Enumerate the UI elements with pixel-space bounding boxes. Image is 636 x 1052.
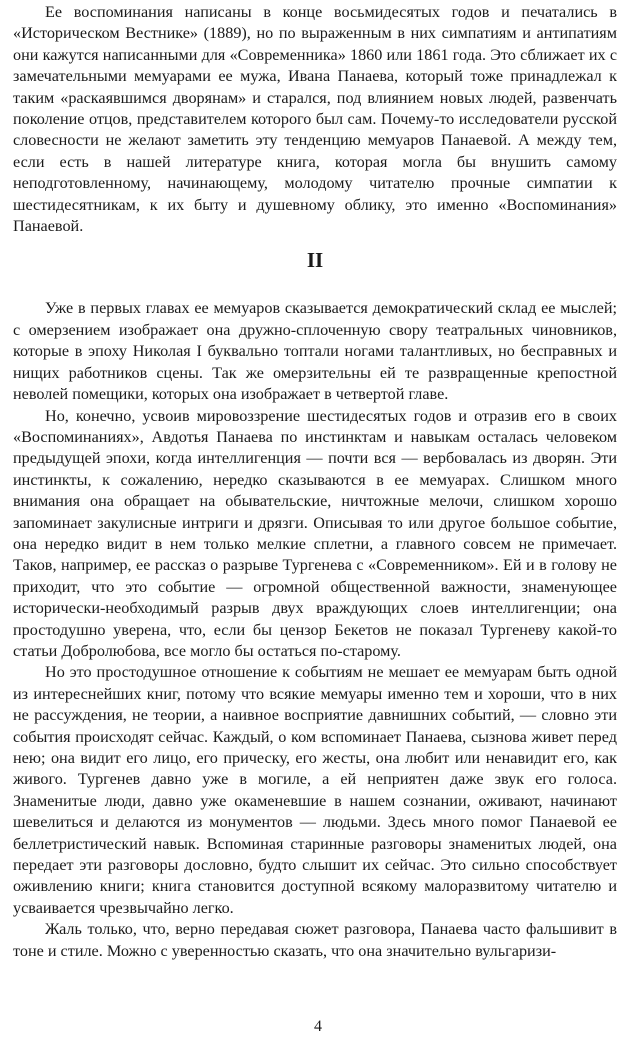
page-body — [13, 2, 617, 962]
section-spacer — [13, 273, 617, 298]
paragraph-instincts: Но, конечно, усвоив мировоззрение шестидесятых годов и отразив его в своих «Воспоминаниях», Авдотья Панаева по инстинктам и навыкам осталась человеком предыдущей эпохи, когда интеллигенция — почти вся — вербовалась из дворян. Эти инстинкты, к сожалению, нередко сказываются в ее мемуарах. Слишком много внимания она обращает на обывательские, ничтожные мелочи, слишком хорошо запоминает закулисные интриги и дрязги. Описывая то или другое большое событие, она нередко видит в нем только мелкие сплетни, а главного совсем не примечает. Таков, например, ее рассказ о разрыве Тургенева с «Современником». Ей и в голову не приходит, что это событие — огромной общественной важности, знаменующее исторически-необходимый разрыв двух враждующих слоев интеллигенции; она простодушно уверена, что, если бы цензор Бекетов не показал Тургеневу какой-то статьи Добролюбова, все могло бы остаться по-старому. — [13, 406, 617, 660]
paragraph-naive-perception: Но это простодушное отношение к событиям не мешает ее мемуарам быть одной из интереснейших книг, потому что всякие мемуары именно тем и хороши, что в них не рассуждения, не теории, а наивное восприятие давнишних событий, — словно эти события происходят сейчас. Каждый, о ком вспоминает Панаева, сызнова живет перед нею; она видит его лицо, его прическу, его жесты, она любит или ненавидит его, как живого. Тургенев давно уже в могиле, а ей неприятен даже звук его голоса. Знаменитые люди, давно уже окаменевшие в нашем сознании, оживают, начинают шевелиться и делаются из монументов — людьми. Здесь много помог Панаевой ее беллетристический навык. Вспоминая старинные разговоры знаменитых людей, она передает эти разговоры дословно, будто слышит их сейчас. Это сильно способствует оживлению книги; книга становится доступной всякому малоразвитому читателю и усваивается чрезвычайно легко. — [13, 663, 617, 917]
paragraph-democratic-views: Уже в первых главах ее мемуаров сказывается демократический склад ее мыслей; с омерзением изображает она дружно-сплоченную свору театральных чиновников, которые в эпоху Николая I буквально топтали ногами талантливых, но бесправных и нищих работников сцены. Так же омерзительны ей те развращенные крепостной неволей помещики, которых она изображает в четвертой главе. — [13, 299, 617, 404]
paragraph-intro: Ее воспоминания написаны в конце восьмидесятых годов и печатались в «Историческом Вестнике» (1889), но по выраженным в них симпатиям и антипатиям они кажутся написанными для «Современника» 1860 или 1861 года. Это сближает их с замечательными мемуарами ее мужа, Ивана Панаева, который тоже принадлежал к таким «раскаявшимся дворянам» и старался, под влиянием новых людей, развенчать поколение отцов, представителем которого был сам. Почему-то исследователи русской словесности не желают заметить эту тенденцию мемуаров Панаевой. А между тем, если есть в нашей литературе книга, которая могла бы внушить самому неподготовленному, начинающему, молодому читателю прочные симпатии к шестидесятникам, к их быту и душевному облику, это именно «Воспоминания» Панаевой. — [13, 3, 617, 236]
paragraph-tone-and-style: Жаль только, что, верно передавая сюжет разговора, Панаева часто фальшивит в тоне и стиле. Можно с уверенностью сказать, что она значительно вульгаризи- — [13, 920, 617, 960]
page-number: 4 — [314, 1018, 322, 1035]
section-heading: II — [306, 248, 324, 273]
